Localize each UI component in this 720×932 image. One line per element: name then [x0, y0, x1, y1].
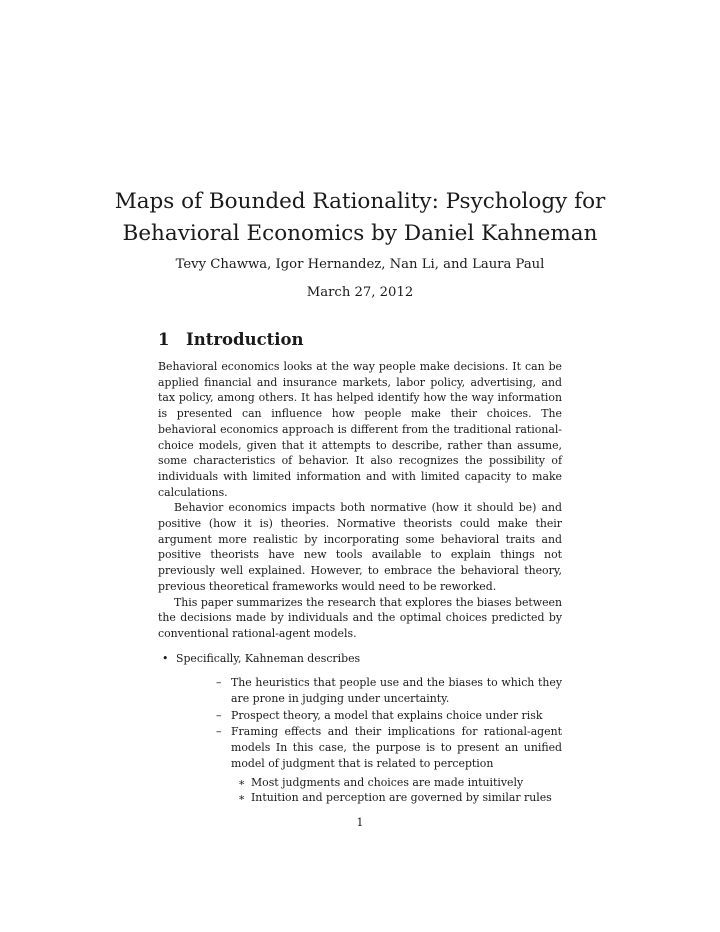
list-item	[176, 724, 562, 806]
star-marker: ∗	[238, 791, 246, 805]
author-list: Tevy Chawwa, Igor Hernandez, Nan Li, and Laura Paul	[175, 257, 545, 272]
star-marker: ∗	[238, 775, 246, 789]
list-item-text: Intuition and perception are governed by similar rules	[251, 791, 552, 805]
list-item	[158, 651, 562, 806]
list-item	[176, 708, 562, 724]
bullet-list	[158, 651, 562, 806]
paper-title	[100, 186, 620, 250]
dash-marker: –	[216, 676, 222, 690]
paragraph-3: This paper summarizes the research that explores the biases between the decisions made by individuals and the optimal choices predicted by conventional rational-agent models.	[158, 595, 562, 640]
title-line-2: Behavioral Economics by Daniel Kahneman	[122, 221, 598, 246]
dash-marker: –	[216, 708, 222, 722]
section-body	[158, 359, 562, 807]
list-item-text: The heuristics that people use and the biases to which they are prone in judging under uncertainty.	[231, 676, 562, 706]
publication-date: March 27, 2012	[306, 285, 414, 300]
list-item	[231, 775, 562, 791]
title-line-1: Maps of Bounded Rationality: Psychology for	[114, 189, 606, 214]
list-item	[176, 675, 562, 706]
bullet-marker: •	[162, 651, 169, 665]
dash-list	[176, 675, 562, 806]
section-title: Introduction	[186, 330, 304, 349]
section-heading-introduction	[158, 329, 304, 351]
paragraph-1: Behavioral economics looks at the way people make decisions. It can be applied financial and insurance markets, labor policy, advertising, and tax policy, among others. It has helped identify how the way information is presented can influence how people make their choices. The behavioral economics approach is different from the traditional rational-choice models, given that it attempts to describe, rather than assume, some characteristics of behavior. It also recognizes the possibility of individuals with limited information and with limited capacity to make calculations.	[158, 360, 562, 499]
page-number: 1	[356, 816, 364, 829]
list-item-text: Most judgments and choices are made intuitively	[251, 775, 524, 789]
section-number: 1	[158, 330, 170, 349]
list-item	[231, 790, 562, 806]
paragraph-2: Behavior economics impacts both normative (how it should be) and positive (how it is) theories. Normative theorists could make their argument more realistic by incorporating some behavioral traits and positive theorists have new tools available to explain things not previously well explained. However, to embrace the behavioral theory, previous theoretical frameworks would need to be reworked.	[158, 501, 562, 593]
dash-marker: –	[216, 725, 222, 739]
list-item-text: Prospect theory, a model that explains choice under risk	[231, 708, 543, 722]
star-list	[231, 775, 562, 806]
list-item-text: Specifically, Kahneman describes	[176, 651, 361, 665]
list-item-text: Framing effects and their implications for rational-agent models In this case, the purpose is to present an unified model of judgment that is related to perception	[231, 725, 562, 770]
